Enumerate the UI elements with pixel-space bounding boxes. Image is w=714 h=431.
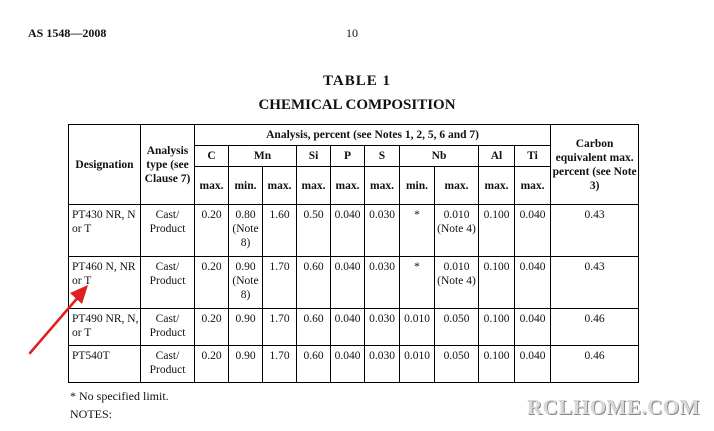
- analysis-type-header: Analysis type (see Clause 7): [141, 125, 195, 205]
- carbon-equivalent-cell: 0.43: [551, 205, 639, 257]
- element-header-si: Si: [297, 146, 331, 167]
- nb-min-cell: 0.010: [400, 309, 435, 346]
- element-header-c: C: [195, 146, 229, 167]
- s-max-cell: 0.030: [365, 309, 400, 346]
- designation-cell: PT430 NR, N or T: [69, 205, 141, 257]
- limit-header: max.: [435, 167, 479, 205]
- limit-header: max.: [263, 167, 297, 205]
- standard-number: AS 1548—2008: [28, 26, 107, 40]
- nb-min-cell: 0.010: [400, 346, 435, 383]
- analysis-type-cell: Cast/ Product: [141, 257, 195, 309]
- mn-max-cell: 1.70: [263, 346, 297, 383]
- designation-cell: PT490 NR, N, or T: [69, 309, 141, 346]
- p-max-cell: 0.040: [331, 257, 365, 309]
- mn-max-cell: 1.60: [263, 205, 297, 257]
- mn-max-cell: 1.70: [263, 309, 297, 346]
- mn-min-cell: 0.90: [229, 309, 263, 346]
- element-header-al: Al: [479, 146, 515, 167]
- c-max-cell: 0.20: [195, 205, 229, 257]
- mn-min-cell: 0.90 (Note 8): [229, 257, 263, 309]
- element-header-mn: Mn: [229, 146, 297, 167]
- mn-min-cell: 0.90: [229, 346, 263, 383]
- element-header-ti: Ti: [515, 146, 551, 167]
- carbon-equivalent-cell: 0.46: [551, 346, 639, 383]
- al-max-cell: 0.100: [479, 205, 515, 257]
- ti-max-cell: 0.040: [515, 205, 551, 257]
- limit-header: max.: [195, 167, 229, 205]
- p-max-cell: 0.040: [331, 205, 365, 257]
- designation-cell: PT460 N, NR or T: [69, 257, 141, 309]
- element-header-p: P: [331, 146, 365, 167]
- al-max-cell: 0.100: [479, 346, 515, 383]
- nb-min-cell: *: [400, 257, 435, 309]
- nb-min-cell: *: [400, 205, 435, 257]
- mn-max-cell: 1.70: [263, 257, 297, 309]
- ti-max-cell: 0.040: [515, 309, 551, 346]
- p-max-cell: 0.040: [331, 309, 365, 346]
- carbon-equivalent-cell: 0.46: [551, 309, 639, 346]
- page-number: 10: [346, 26, 358, 40]
- table-subtitle: CHEMICAL COMPOSITION: [258, 97, 456, 113]
- nb-max-cell: 0.050: [435, 309, 479, 346]
- c-max-cell: 0.20: [195, 346, 229, 383]
- si-max-cell: 0.50: [297, 205, 331, 257]
- designation-cell: PT540T: [69, 346, 141, 383]
- c-max-cell: 0.20: [195, 309, 229, 346]
- nb-max-cell: 0.010 (Note 4): [435, 205, 479, 257]
- limit-header: max.: [479, 167, 515, 205]
- si-max-cell: 0.60: [297, 309, 331, 346]
- s-max-cell: 0.030: [365, 205, 400, 257]
- element-header-s: S: [365, 146, 400, 167]
- ti-max-cell: 0.040: [515, 346, 551, 383]
- limit-header: max.: [331, 167, 365, 205]
- carbon-equivalent-header: Carbon equivalent max. percent (see Note 3): [551, 125, 639, 205]
- c-max-cell: 0.20: [195, 257, 229, 309]
- limit-header: max.: [365, 167, 400, 205]
- designation-header: Designation: [69, 125, 141, 205]
- limit-header: max.: [515, 167, 551, 205]
- mn-min-cell: 0.80 (Note 8): [229, 205, 263, 257]
- element-header-nb: Nb: [400, 146, 479, 167]
- footnote: * No specified limit.: [70, 389, 169, 403]
- limit-header: max.: [297, 167, 331, 205]
- si-max-cell: 0.60: [297, 257, 331, 309]
- limit-header: min.: [229, 167, 263, 205]
- nb-max-cell: 0.050: [435, 346, 479, 383]
- limit-header: min.: [400, 167, 435, 205]
- nb-max-cell: 0.010 (Note 4): [435, 257, 479, 309]
- analysis-type-cell: Cast/ Product: [141, 205, 195, 257]
- table-title: TABLE 1: [323, 73, 391, 89]
- ti-max-cell: 0.040: [515, 257, 551, 309]
- notes-heading: NOTES:: [70, 407, 112, 421]
- carbon-equivalent-cell: 0.43: [551, 257, 639, 309]
- s-max-cell: 0.030: [365, 346, 400, 383]
- analysis-percent-header: Analysis, percent (see Notes 1, 2, 5, 6 and 7): [195, 125, 551, 146]
- s-max-cell: 0.030: [365, 257, 400, 309]
- watermark: RCLHOME.COM: [527, 395, 700, 419]
- si-max-cell: 0.60: [297, 346, 331, 383]
- al-max-cell: 0.100: [479, 309, 515, 346]
- p-max-cell: 0.040: [331, 346, 365, 383]
- analysis-type-cell: Cast/ Product: [141, 309, 195, 346]
- analysis-type-cell: Cast/ Product: [141, 346, 195, 383]
- al-max-cell: 0.100: [479, 257, 515, 309]
